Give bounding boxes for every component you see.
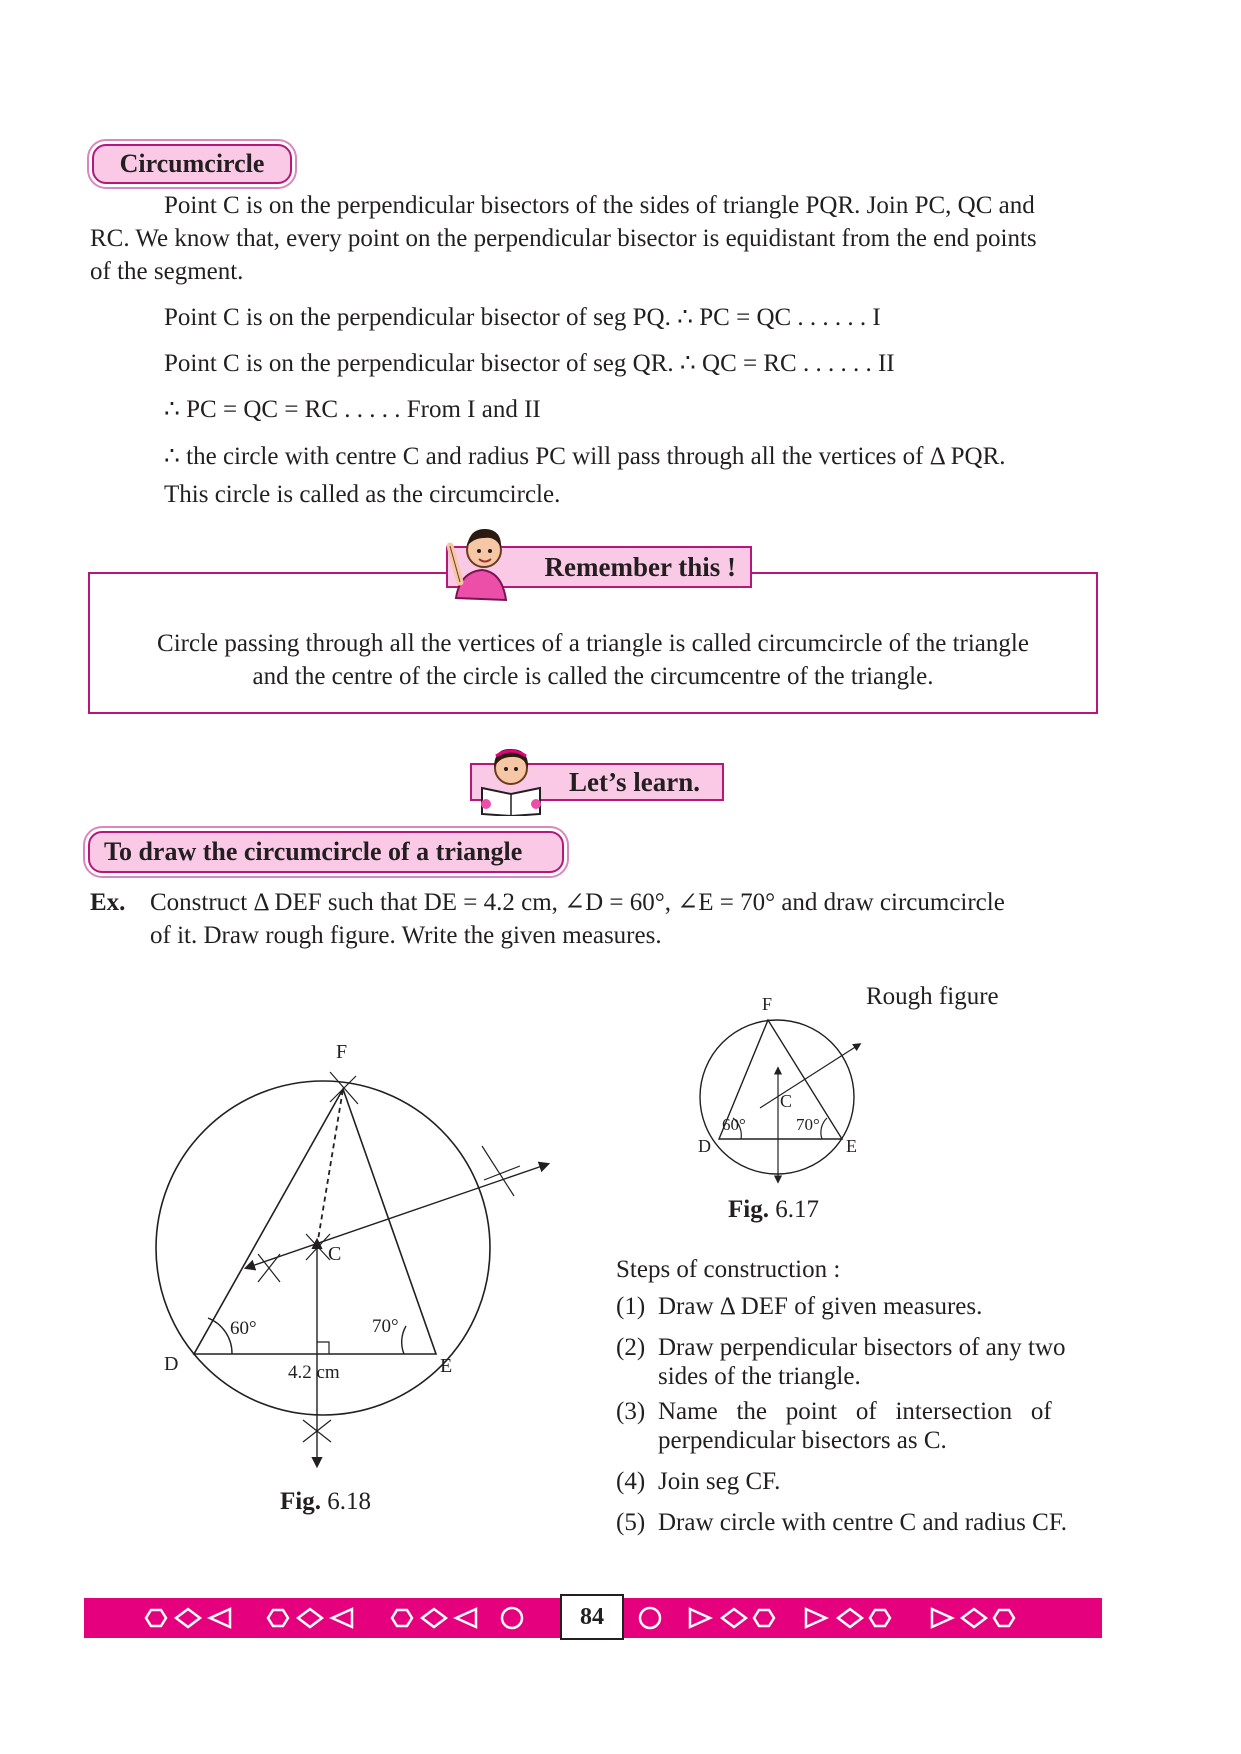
step-num: (3) <box>616 1398 646 1425</box>
footer-shapes-left <box>140 1602 540 1634</box>
circumcircle-heading <box>92 144 292 184</box>
step-1 <box>616 1290 1102 1323</box>
step-num: (1) <box>616 1293 646 1320</box>
triangle-def <box>194 1089 436 1354</box>
proof-line-1: Point C is on the perpendicular bisector of seg PQ. ∴ PC = QC . . . . . . I <box>164 304 881 331</box>
fig17-angle-d: 60° <box>722 1115 746 1134</box>
fig18-angle-d: 60° <box>230 1318 257 1339</box>
proof-line-3: ∴ PC = QC = RC . . . . . From I and II <box>164 396 541 423</box>
intro-line-3: of the segment. <box>90 258 244 285</box>
step-text: Name the point of intersection of <box>658 1398 1052 1425</box>
rough-figure <box>690 990 870 1190</box>
step-text: Draw Δ DEF of given measures. <box>658 1293 983 1320</box>
step-num: (5) <box>616 1509 646 1536</box>
construction-figure <box>140 1030 580 1470</box>
fig18-caption <box>280 1488 371 1516</box>
fig17-label-d: D <box>698 1136 711 1156</box>
page-number <box>560 1594 624 1640</box>
circumcircle-heading-text: Circumcircle <box>119 149 265 178</box>
section-heading-text: To draw the circumcircle of a triangle <box>104 837 523 866</box>
step-text: Join seg CF. <box>658 1468 781 1495</box>
example-line-2: of it. Draw rough figure. Write the given measures. <box>150 922 662 949</box>
fig17-caption-bold: Fig. <box>728 1196 769 1223</box>
step-text-cont: perpendicular bisectors as C. <box>658 1427 947 1454</box>
fig17-label-c: C <box>780 1091 793 1111</box>
fig18-caption-bold: Fig. <box>280 1488 321 1515</box>
fig18-side: 4.2 cm <box>288 1362 340 1383</box>
remember-line-1: Circle passing through all the vertices of a triangle is called circumcircle of the triangle <box>157 630 1029 657</box>
intro-line-1: Point C is on the perpendicular bisectors of the sides of triangle PQR. Join PC, QC and <box>164 192 1035 219</box>
fig18-label-f: F <box>336 1041 348 1063</box>
girl-reading-illustration <box>478 744 544 816</box>
steps-list <box>616 1290 1102 1539</box>
intro-line-2: RC. We know that, every point on the perpendicular bisector is equidistant from the end points <box>90 225 1037 252</box>
proof-line-5: This circle is called as the circumcircle. <box>164 481 561 508</box>
remember-title: Remember this ! <box>544 551 736 582</box>
page-number-text: 84 <box>580 1603 604 1630</box>
footer-shapes-right <box>636 1602 1036 1634</box>
step-4 <box>616 1465 1102 1498</box>
fig18-label-c: C <box>328 1243 342 1265</box>
step-5 <box>616 1506 1102 1539</box>
example-line-1: Construct Δ DEF such that DE = 4.2 cm, ∠D = 60°, ∠E = 70° and draw circumcircle <box>150 889 1005 916</box>
fig18-label-d: D <box>164 1353 179 1375</box>
fig18-angle-e: 70° <box>372 1316 399 1337</box>
fig18-label-e: E <box>440 1355 453 1377</box>
step-num: (4) <box>616 1468 646 1495</box>
boy-pointing-illustration <box>438 520 518 606</box>
steps-title: Steps of construction : <box>616 1256 841 1283</box>
step-text: Draw circle with centre C and radius CF. <box>658 1509 1067 1536</box>
rough-figure-title: Rough figure <box>866 983 999 1010</box>
step-2 <box>616 1331 1102 1393</box>
intro-paragraph <box>90 189 1106 288</box>
example-label: Ex. <box>90 889 126 916</box>
proof-line-2: Point C is on the perpendicular bisector of seg QR. ∴ QC = RC . . . . . . II <box>164 350 895 377</box>
fig17-angle-e: 70° <box>796 1115 820 1134</box>
step-num: (2) <box>616 1334 646 1361</box>
remember-line-2: and the centre of the circle is called the circumcentre of the triangle. <box>252 663 934 690</box>
fig17-caption <box>728 1196 819 1224</box>
step-text: Draw perpendicular bisectors of any two <box>658 1334 1066 1361</box>
lets-learn-text: Let’s learn. <box>569 766 700 797</box>
step-text-cont: sides of the triangle. <box>658 1363 861 1390</box>
fig17-label-f: F <box>762 994 773 1014</box>
proof-line-4: ∴ the circle with centre C and radius PC will pass through all the vertices of Δ PQR. <box>164 443 1006 470</box>
fig17-label-e: E <box>846 1136 857 1156</box>
section-heading <box>88 831 564 873</box>
fig18-caption-num: 6.18 <box>327 1488 371 1515</box>
step-3 <box>616 1395 1102 1457</box>
fig17-caption-num: 6.17 <box>775 1196 819 1223</box>
